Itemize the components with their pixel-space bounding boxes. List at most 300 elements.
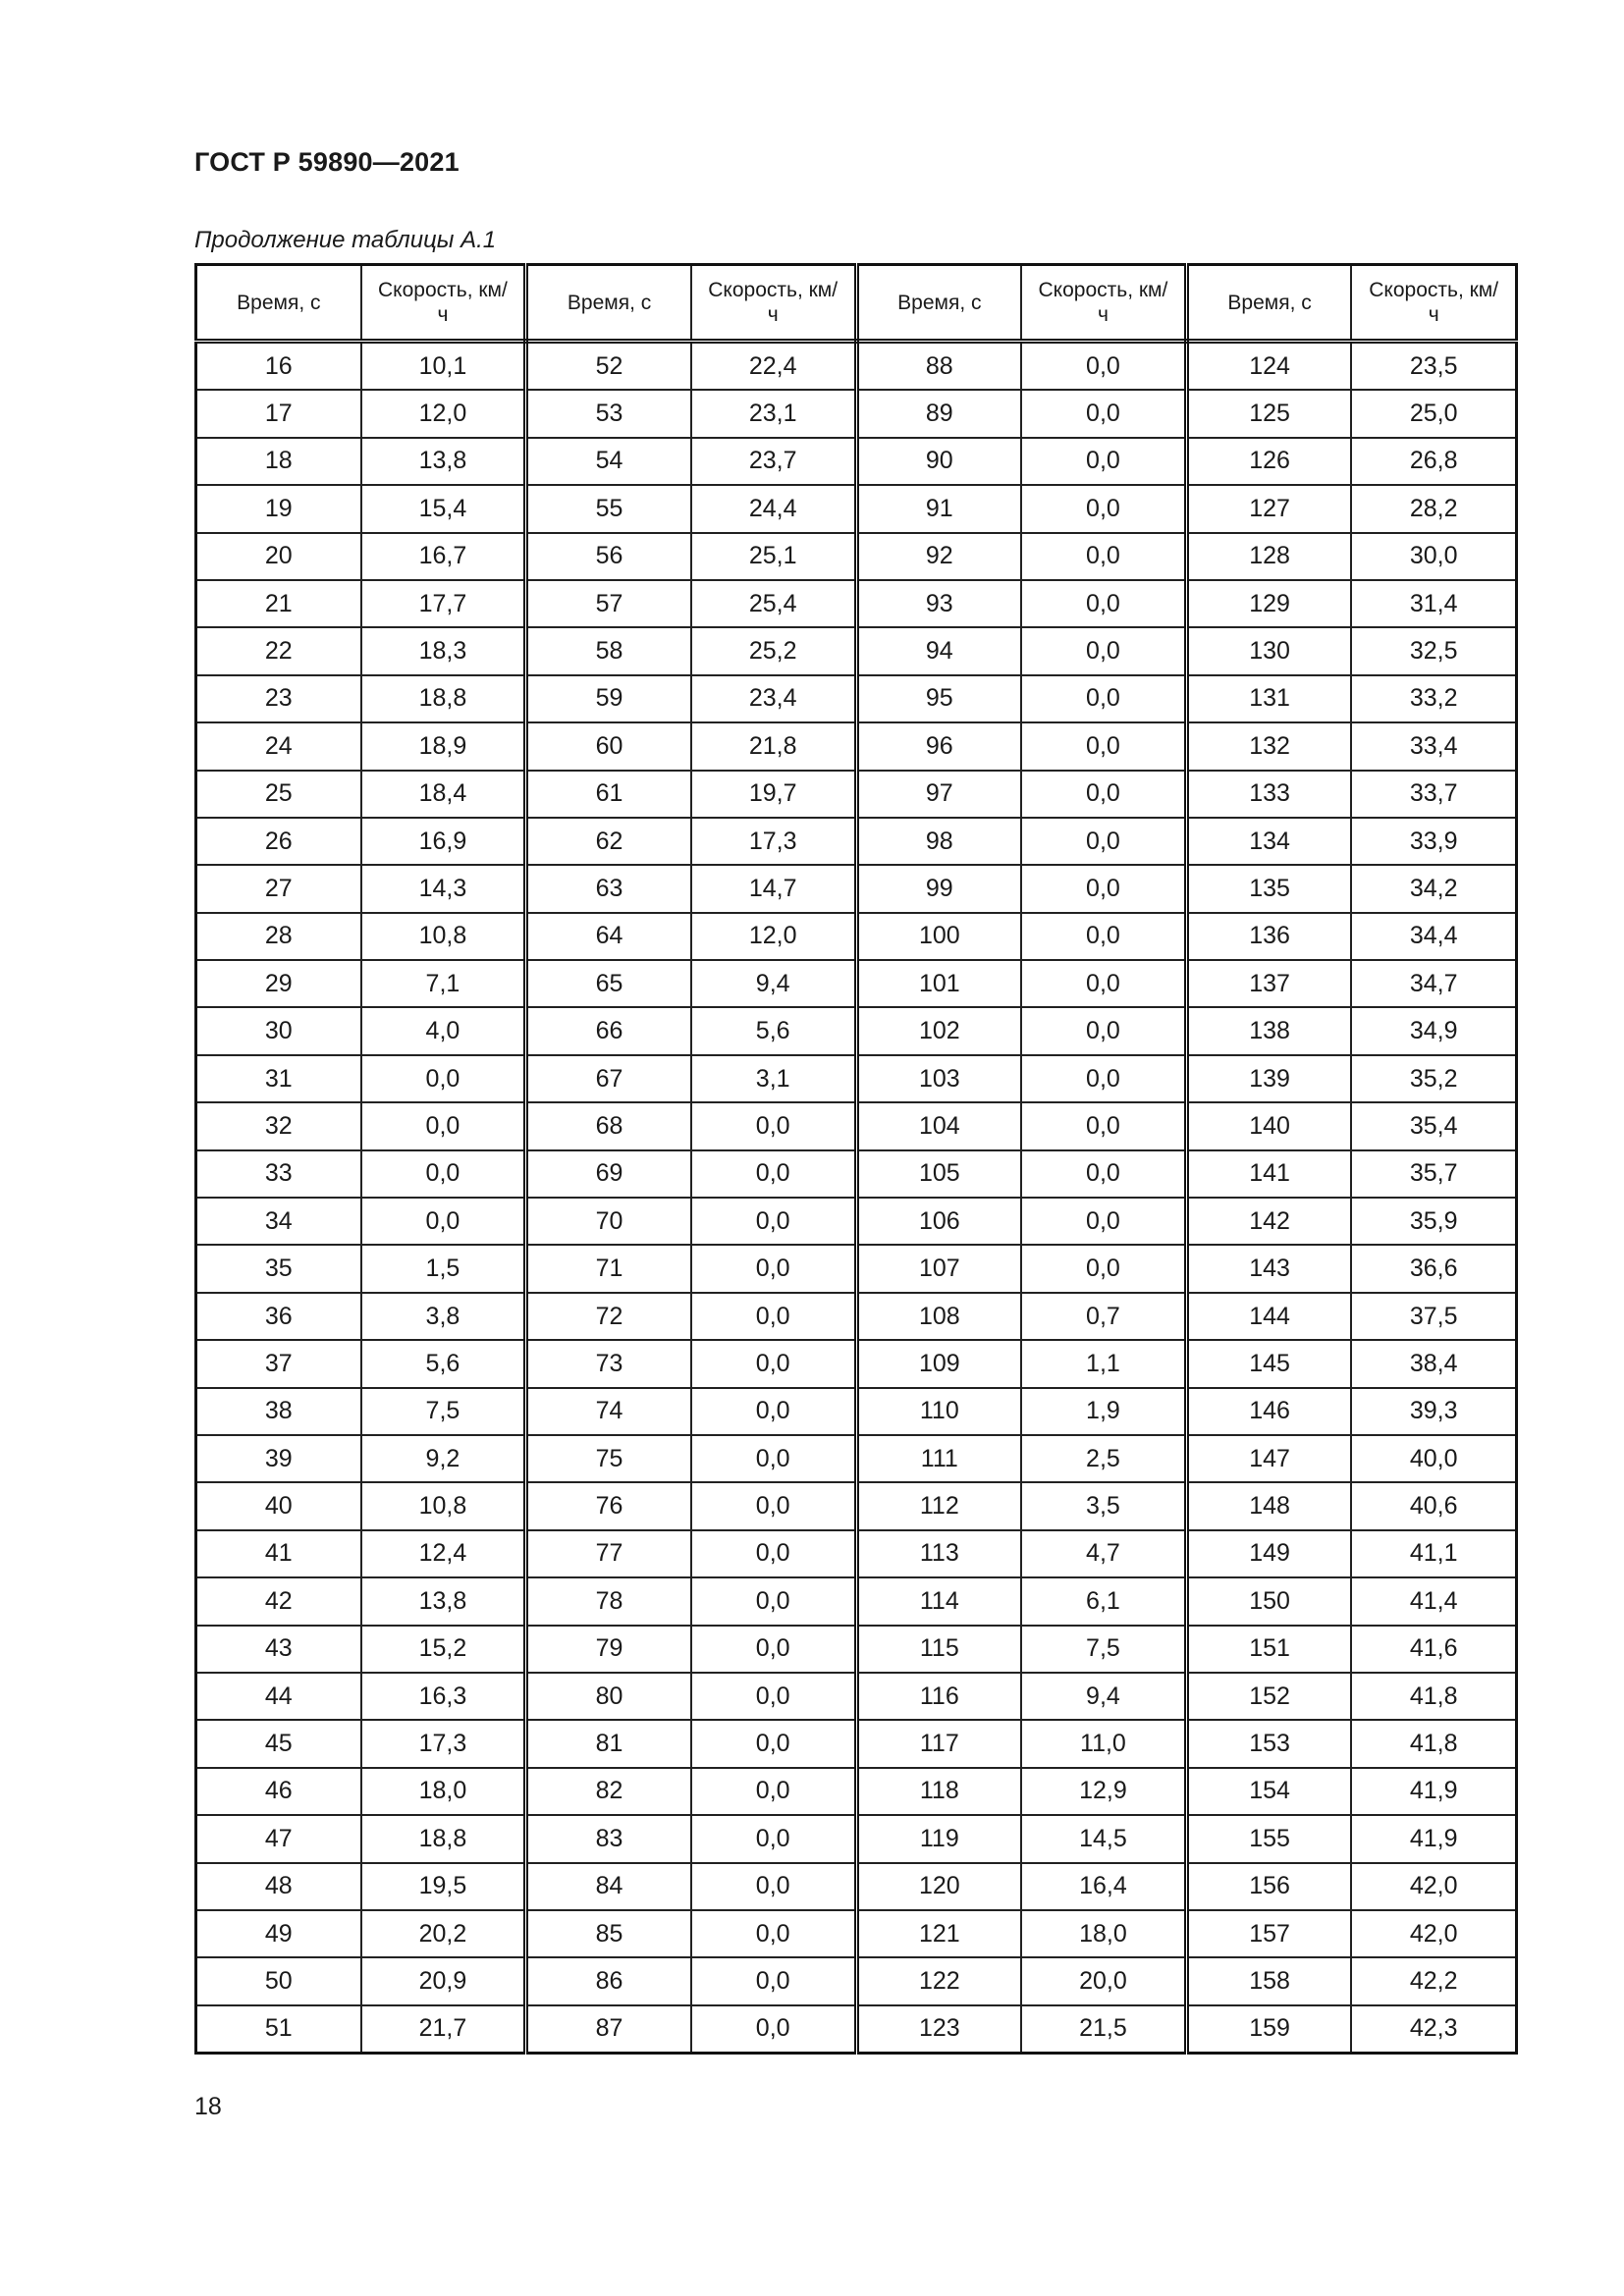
cell-time: 60	[526, 722, 691, 770]
cell-speed: 7,5	[361, 1388, 526, 1435]
cell-time: 94	[856, 627, 1021, 674]
table-header	[196, 265, 1517, 342]
cell-time: 149	[1186, 1530, 1351, 1577]
cell-time: 67	[526, 1055, 691, 1102]
header-time: Время, с	[1186, 265, 1351, 342]
table-row	[196, 1957, 1517, 2004]
cell-time: 138	[1186, 1007, 1351, 1054]
cell-speed: 0,0	[691, 1673, 856, 1720]
header-time: Время, с	[196, 265, 361, 342]
cell-speed: 12,0	[361, 390, 526, 437]
cell-speed: 0,0	[1021, 913, 1186, 960]
cell-speed: 0,0	[1021, 438, 1186, 485]
cell-time: 32	[196, 1102, 361, 1149]
cell-speed: 33,7	[1351, 771, 1516, 818]
cell-speed: 40,0	[1351, 1435, 1516, 1482]
cell-speed: 42,0	[1351, 1863, 1516, 1910]
cell-speed: 0,0	[691, 1530, 856, 1577]
cell-speed: 35,9	[1351, 1198, 1516, 1245]
cell-time: 31	[196, 1055, 361, 1102]
cell-time: 133	[1186, 771, 1351, 818]
cell-time: 137	[1186, 960, 1351, 1007]
cell-speed: 0,0	[1021, 722, 1186, 770]
cell-time: 39	[196, 1435, 361, 1482]
cell-time: 156	[1186, 1863, 1351, 1910]
speed-time-table	[194, 263, 1518, 2055]
cell-time: 119	[856, 1815, 1021, 1862]
cell-time: 19	[196, 485, 361, 532]
cell-time: 89	[856, 390, 1021, 437]
cell-speed: 0,0	[691, 1577, 856, 1625]
cell-speed: 42,3	[1351, 2005, 1516, 2054]
cell-speed: 17,3	[361, 1720, 526, 1767]
cell-time: 82	[526, 1768, 691, 1815]
cell-speed: 25,1	[691, 533, 856, 580]
cell-time: 88	[856, 342, 1021, 391]
cell-speed: 0,0	[1021, 1055, 1186, 1102]
cell-time: 120	[856, 1863, 1021, 1910]
cell-time: 122	[856, 1957, 1021, 2004]
cell-speed: 23,4	[691, 675, 856, 722]
cell-speed: 33,9	[1351, 818, 1516, 865]
cell-speed: 12,4	[361, 1530, 526, 1577]
cell-speed: 34,7	[1351, 960, 1516, 1007]
cell-speed: 0,0	[691, 1863, 856, 1910]
table-row	[196, 1673, 1517, 1720]
cell-speed: 14,5	[1021, 1815, 1186, 1862]
cell-time: 140	[1186, 1102, 1351, 1149]
cell-time: 33	[196, 1150, 361, 1198]
cell-time: 155	[1186, 1815, 1351, 1862]
cell-time: 134	[1186, 818, 1351, 865]
cell-speed: 41,8	[1351, 1673, 1516, 1720]
cell-speed: 20,9	[361, 1957, 526, 2004]
cell-speed: 0,0	[691, 1340, 856, 1387]
cell-speed: 16,3	[361, 1673, 526, 1720]
cell-speed: 0,0	[1021, 342, 1186, 391]
cell-time: 97	[856, 771, 1021, 818]
cell-speed: 41,9	[1351, 1815, 1516, 1862]
cell-time: 118	[856, 1768, 1021, 1815]
cell-time: 93	[856, 580, 1021, 627]
cell-speed: 16,9	[361, 818, 526, 865]
table-row	[196, 1007, 1517, 1054]
cell-time: 85	[526, 1910, 691, 1957]
cell-speed: 23,1	[691, 390, 856, 437]
cell-speed: 9,4	[691, 960, 856, 1007]
cell-speed: 0,0	[361, 1055, 526, 1102]
cell-time: 108	[856, 1293, 1021, 1340]
cell-speed: 30,0	[1351, 533, 1516, 580]
cell-time: 53	[526, 390, 691, 437]
cell-time: 136	[1186, 913, 1351, 960]
cell-speed: 41,8	[1351, 1720, 1516, 1767]
cell-time: 102	[856, 1007, 1021, 1054]
table-row	[196, 675, 1517, 722]
cell-time: 151	[1186, 1626, 1351, 1673]
cell-time: 18	[196, 438, 361, 485]
cell-speed: 18,3	[361, 627, 526, 674]
cell-time: 127	[1186, 485, 1351, 532]
cell-speed: 7,5	[1021, 1626, 1186, 1673]
cell-speed: 3,5	[1021, 1482, 1186, 1529]
cell-speed: 0,0	[691, 1293, 856, 1340]
cell-time: 111	[856, 1435, 1021, 1482]
cell-time: 101	[856, 960, 1021, 1007]
cell-speed: 0,0	[361, 1198, 526, 1245]
cell-time: 44	[196, 1673, 361, 1720]
cell-speed: 16,4	[1021, 1863, 1186, 1910]
cell-time: 30	[196, 1007, 361, 1054]
cell-speed: 0,7	[1021, 1293, 1186, 1340]
cell-time: 114	[856, 1577, 1021, 1625]
cell-time: 42	[196, 1577, 361, 1625]
cell-speed: 0,0	[1021, 1245, 1186, 1292]
cell-speed: 14,7	[691, 865, 856, 912]
cell-speed: 0,0	[691, 1957, 856, 2004]
cell-speed: 25,2	[691, 627, 856, 674]
cell-speed: 17,3	[691, 818, 856, 865]
cell-speed: 1,9	[1021, 1388, 1186, 1435]
cell-speed: 34,2	[1351, 865, 1516, 912]
cell-speed: 14,3	[361, 865, 526, 912]
cell-speed: 17,7	[361, 580, 526, 627]
cell-speed: 3,8	[361, 1293, 526, 1340]
cell-time: 36	[196, 1293, 361, 1340]
cell-time: 49	[196, 1910, 361, 1957]
cell-speed: 0,0	[1021, 580, 1186, 627]
cell-time: 57	[526, 580, 691, 627]
cell-time: 55	[526, 485, 691, 532]
cell-speed: 0,0	[691, 1720, 856, 1767]
cell-speed: 23,7	[691, 438, 856, 485]
cell-speed: 35,7	[1351, 1150, 1516, 1198]
table-row	[196, 960, 1517, 1007]
cell-time: 83	[526, 1815, 691, 1862]
cell-time: 51	[196, 2005, 361, 2054]
cell-time: 159	[1186, 2005, 1351, 2054]
cell-time: 107	[856, 1245, 1021, 1292]
cell-speed: 0,0	[1021, 675, 1186, 722]
cell-time: 84	[526, 1863, 691, 1910]
cell-time: 95	[856, 675, 1021, 722]
cell-speed: 0,0	[1021, 627, 1186, 674]
cell-time: 153	[1186, 1720, 1351, 1767]
cell-time: 41	[196, 1530, 361, 1577]
table-row	[196, 1102, 1517, 1149]
cell-speed: 6,1	[1021, 1577, 1186, 1625]
table-row	[196, 1815, 1517, 1862]
cell-time: 124	[1186, 342, 1351, 391]
cell-speed: 4,7	[1021, 1530, 1186, 1577]
cell-time: 56	[526, 533, 691, 580]
cell-time: 154	[1186, 1768, 1351, 1815]
cell-time: 34	[196, 1198, 361, 1245]
cell-speed: 19,5	[361, 1863, 526, 1910]
table-row	[196, 533, 1517, 580]
cell-time: 115	[856, 1626, 1021, 1673]
table-row	[196, 1482, 1517, 1529]
cell-speed: 26,8	[1351, 438, 1516, 485]
cell-speed: 18,8	[361, 1815, 526, 1862]
cell-speed: 33,2	[1351, 675, 1516, 722]
cell-time: 79	[526, 1626, 691, 1673]
cell-speed: 15,2	[361, 1626, 526, 1673]
cell-time: 150	[1186, 1577, 1351, 1625]
cell-time: 20	[196, 533, 361, 580]
cell-speed: 0,0	[691, 1198, 856, 1245]
cell-speed: 32,5	[1351, 627, 1516, 674]
cell-time: 68	[526, 1102, 691, 1149]
cell-speed: 0,0	[1021, 818, 1186, 865]
cell-speed: 1,1	[1021, 1340, 1186, 1387]
cell-speed: 28,2	[1351, 485, 1516, 532]
cell-speed: 0,0	[1021, 865, 1186, 912]
cell-speed: 21,5	[1021, 2005, 1186, 2054]
cell-time: 129	[1186, 580, 1351, 627]
table-row	[196, 1388, 1517, 1435]
cell-time: 28	[196, 913, 361, 960]
cell-time: 77	[526, 1530, 691, 1577]
cell-speed: 12,0	[691, 913, 856, 960]
cell-speed: 20,2	[361, 1910, 526, 1957]
cell-time: 110	[856, 1388, 1021, 1435]
cell-time: 65	[526, 960, 691, 1007]
cell-time: 131	[1186, 675, 1351, 722]
cell-speed: 41,1	[1351, 1530, 1516, 1577]
cell-speed: 0,0	[1021, 1102, 1186, 1149]
cell-speed: 33,4	[1351, 722, 1516, 770]
cell-time: 87	[526, 2005, 691, 2054]
cell-time: 78	[526, 1577, 691, 1625]
cell-speed: 37,5	[1351, 1293, 1516, 1340]
table-row	[196, 485, 1517, 532]
cell-time: 100	[856, 913, 1021, 960]
table-row	[196, 865, 1517, 912]
cell-time: 54	[526, 438, 691, 485]
cell-speed: 0,0	[1021, 390, 1186, 437]
cell-time: 48	[196, 1863, 361, 1910]
cell-time: 70	[526, 1198, 691, 1245]
cell-speed: 18,4	[361, 771, 526, 818]
cell-time: 121	[856, 1910, 1021, 1957]
cell-speed: 34,9	[1351, 1007, 1516, 1054]
cell-time: 63	[526, 865, 691, 912]
cell-time: 116	[856, 1673, 1021, 1720]
cell-speed: 3,1	[691, 1055, 856, 1102]
cell-speed: 42,0	[1351, 1910, 1516, 1957]
cell-speed: 5,6	[361, 1340, 526, 1387]
document-code: ГОСТ Р 59890—2021	[194, 147, 460, 177]
cell-speed: 18,0	[361, 1768, 526, 1815]
cell-speed: 0,0	[691, 1815, 856, 1862]
table-row	[196, 1150, 1517, 1198]
cell-time: 96	[856, 722, 1021, 770]
cell-time: 99	[856, 865, 1021, 912]
cell-time: 75	[526, 1435, 691, 1482]
cell-speed: 0,0	[691, 2005, 856, 2054]
cell-speed: 18,8	[361, 675, 526, 722]
cell-time: 80	[526, 1673, 691, 1720]
cell-time: 59	[526, 675, 691, 722]
cell-speed: 9,2	[361, 1435, 526, 1482]
cell-speed: 25,4	[691, 580, 856, 627]
cell-time: 27	[196, 865, 361, 912]
table-row	[196, 627, 1517, 674]
cell-time: 16	[196, 342, 361, 391]
table-row	[196, 1293, 1517, 1340]
cell-time: 145	[1186, 1340, 1351, 1387]
cell-time: 69	[526, 1150, 691, 1198]
cell-time: 47	[196, 1815, 361, 1862]
cell-time: 71	[526, 1245, 691, 1292]
cell-speed: 34,4	[1351, 913, 1516, 960]
cell-time: 21	[196, 580, 361, 627]
cell-time: 104	[856, 1102, 1021, 1149]
cell-time: 23	[196, 675, 361, 722]
cell-speed: 0,0	[691, 1768, 856, 1815]
cell-speed: 5,6	[691, 1007, 856, 1054]
cell-time: 66	[526, 1007, 691, 1054]
table-caption: Продолжение таблицы А.1	[194, 227, 497, 253]
cell-speed: 12,9	[1021, 1768, 1186, 1815]
header-speed: Скорость, км/ч	[1021, 265, 1186, 342]
cell-time: 148	[1186, 1482, 1351, 1529]
table-row	[196, 580, 1517, 627]
cell-speed: 0,0	[361, 1150, 526, 1198]
cell-time: 105	[856, 1150, 1021, 1198]
cell-speed: 0,0	[1021, 533, 1186, 580]
cell-time: 132	[1186, 722, 1351, 770]
cell-time: 92	[856, 533, 1021, 580]
cell-time: 157	[1186, 1910, 1351, 1957]
header-speed: Скорость, км/ч	[361, 265, 526, 342]
cell-time: 143	[1186, 1245, 1351, 1292]
cell-speed: 24,4	[691, 485, 856, 532]
cell-time: 24	[196, 722, 361, 770]
table-row	[196, 1340, 1517, 1387]
cell-speed: 21,7	[361, 2005, 526, 2054]
cell-speed: 40,6	[1351, 1482, 1516, 1529]
cell-time: 74	[526, 1388, 691, 1435]
cell-speed: 4,0	[361, 1007, 526, 1054]
cell-time: 90	[856, 438, 1021, 485]
cell-speed: 35,4	[1351, 1102, 1516, 1149]
cell-time: 106	[856, 1198, 1021, 1245]
cell-time: 76	[526, 1482, 691, 1529]
cell-speed: 0,0	[691, 1910, 856, 1957]
cell-time: 45	[196, 1720, 361, 1767]
cell-speed: 13,8	[361, 1577, 526, 1625]
cell-speed: 0,0	[1021, 960, 1186, 1007]
cell-time: 126	[1186, 438, 1351, 485]
cell-time: 152	[1186, 1673, 1351, 1720]
cell-time: 17	[196, 390, 361, 437]
table-row	[196, 818, 1517, 865]
cell-speed: 0,0	[361, 1102, 526, 1149]
cell-speed: 0,0	[691, 1435, 856, 1482]
cell-time: 86	[526, 1957, 691, 2004]
header-row	[196, 265, 1517, 342]
page-number: 18	[194, 2093, 222, 2120]
header-speed: Скорость, км/ч	[691, 265, 856, 342]
table-row	[196, 1530, 1517, 1577]
cell-time: 72	[526, 1293, 691, 1340]
cell-time: 35	[196, 1245, 361, 1292]
cell-time: 103	[856, 1055, 1021, 1102]
cell-time: 37	[196, 1340, 361, 1387]
cell-time: 40	[196, 1482, 361, 1529]
cell-time: 135	[1186, 865, 1351, 912]
cell-speed: 0,0	[691, 1482, 856, 1529]
cell-time: 98	[856, 818, 1021, 865]
cell-time: 130	[1186, 627, 1351, 674]
cell-speed: 0,0	[691, 1388, 856, 1435]
cell-time: 125	[1186, 390, 1351, 437]
table-row	[196, 1577, 1517, 1625]
cell-time: 25	[196, 771, 361, 818]
cell-speed: 0,0	[1021, 1150, 1186, 1198]
table-row	[196, 1910, 1517, 1957]
cell-speed: 22,4	[691, 342, 856, 391]
cell-speed: 35,2	[1351, 1055, 1516, 1102]
cell-time: 81	[526, 1720, 691, 1767]
table-row	[196, 1720, 1517, 1767]
cell-speed: 2,5	[1021, 1435, 1186, 1482]
cell-time: 91	[856, 485, 1021, 532]
cell-time: 73	[526, 1340, 691, 1387]
cell-time: 123	[856, 2005, 1021, 2054]
cell-speed: 21,8	[691, 722, 856, 770]
cell-speed: 10,1	[361, 342, 526, 391]
cell-speed: 0,0	[1021, 1198, 1186, 1245]
cell-speed: 23,5	[1351, 342, 1516, 391]
cell-speed: 41,6	[1351, 1626, 1516, 1673]
table-row	[196, 1245, 1517, 1292]
cell-time: 46	[196, 1768, 361, 1815]
cell-time: 117	[856, 1720, 1021, 1767]
cell-speed: 15,4	[361, 485, 526, 532]
cell-time: 142	[1186, 1198, 1351, 1245]
cell-time: 113	[856, 1530, 1021, 1577]
cell-speed: 31,4	[1351, 580, 1516, 627]
cell-speed: 0,0	[1021, 771, 1186, 818]
table-row	[196, 390, 1517, 437]
cell-speed: 0,0	[1021, 485, 1186, 532]
cell-speed: 39,3	[1351, 1388, 1516, 1435]
cell-speed: 38,4	[1351, 1340, 1516, 1387]
cell-time: 29	[196, 960, 361, 1007]
cell-speed: 9,4	[1021, 1673, 1186, 1720]
table-row	[196, 771, 1517, 818]
cell-speed: 20,0	[1021, 1957, 1186, 2004]
header-speed: Скорость, км/ч	[1351, 265, 1516, 342]
table-row	[196, 1435, 1517, 1482]
cell-time: 26	[196, 818, 361, 865]
cell-time: 146	[1186, 1388, 1351, 1435]
cell-time: 22	[196, 627, 361, 674]
cell-time: 139	[1186, 1055, 1351, 1102]
cell-time: 38	[196, 1388, 361, 1435]
table-row	[196, 1863, 1517, 1910]
cell-time: 58	[526, 627, 691, 674]
cell-speed: 10,8	[361, 1482, 526, 1529]
cell-time: 128	[1186, 533, 1351, 580]
header-time: Время, с	[526, 265, 691, 342]
cell-speed: 18,9	[361, 722, 526, 770]
cell-time: 61	[526, 771, 691, 818]
cell-time: 64	[526, 913, 691, 960]
